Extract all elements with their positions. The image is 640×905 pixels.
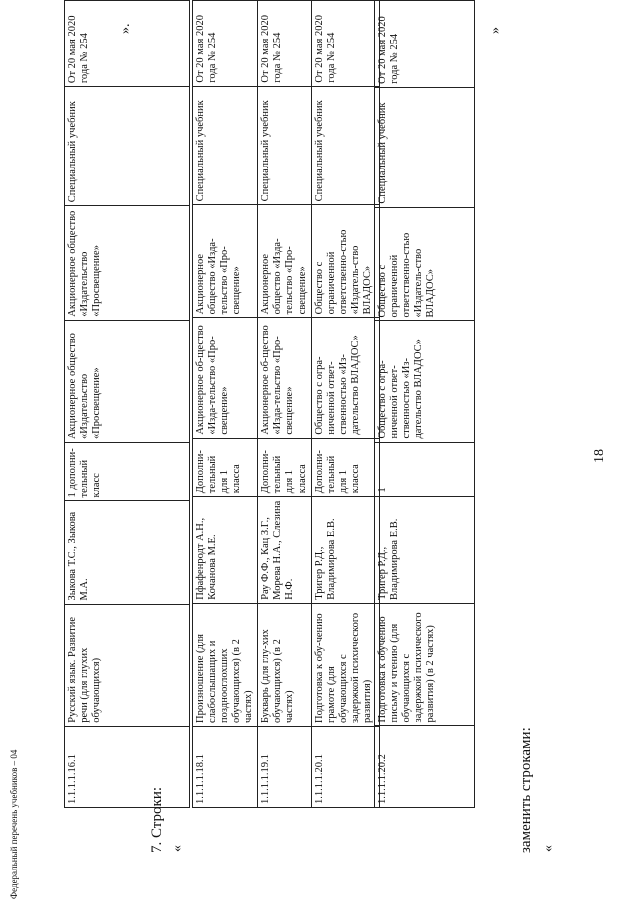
opening-quote: « <box>170 845 185 852</box>
cell-code: 1.1.1.1.20.2 <box>375 726 475 808</box>
cell-title: Подготовка к обу-чению грамоте (для обучающихся с задержкой психического развития) <box>311 603 379 726</box>
cell-publisher: Акционерное об-щество «Изда-тельство «Про-свещение» <box>258 318 311 438</box>
table-row <box>375 1 475 808</box>
cell-title: Подготовка к обучению письму и чтению (для обучающихся с задержкой психического развития) (в 2 частях) <box>375 604 475 726</box>
cell-date: От 20 мая 2020 года № 254 <box>375 1 475 88</box>
table-row <box>193 1 258 808</box>
cell-code: 1.1.1.1.16.1 <box>65 726 190 807</box>
cell-publisher: Общество с огра-ниченной ответ-ственностью «Из-дательство ВЛАДОС» <box>311 318 379 438</box>
cell-title: Русский язык. Развитие речи (для глухих обучающихся) <box>65 604 190 726</box>
page-footer: Федеральный перечень учебников – 04 <box>9 749 19 899</box>
replace-label: заменить строками: <box>518 727 534 853</box>
cell-rights: Общество с ограниченной ответственно-стью «Издатель-ство ВЛАДОС» <box>375 207 475 321</box>
cell-authors: Рау Ф.Ф., Кац З.Г., Морева Н.А., Слезина Н.Ф. <box>258 497 311 604</box>
table-lines-to-replace <box>192 0 380 808</box>
table-row <box>258 1 311 808</box>
cell-code: 1.1.1.1.20.1 <box>311 726 379 807</box>
table-previous-row <box>64 0 190 808</box>
cell-code: 1.1.1.1.19.1 <box>258 726 311 807</box>
cell-type: Специальный учебник <box>375 87 475 207</box>
cell-date: От 20 мая 2020 года № 254 <box>65 1 190 87</box>
cell-authors: Тригер Р.Д., Владимирова Е.В. <box>311 497 379 604</box>
cell-grade: Дополни-тельный для 1 класса <box>311 438 379 497</box>
page-number: 18 <box>592 449 607 463</box>
cell-publisher: Общество с огра-ниченной ответ-ственностью «Из-дательство ВЛАДОС» <box>375 321 475 442</box>
cell-rights: Акционерное общество «Изда-тельство «Про-свещение» <box>193 205 258 318</box>
cell-grade: Дополни-тельный для 1 класса <box>193 438 258 497</box>
cell-rights: Акционерное общество «Издательство «Просвещение» <box>65 206 190 320</box>
cell-title: Букварь (для глу-хих обучающихся) (в 2 частях) <box>258 603 311 726</box>
cell-rights: Общество с ограниченной ответственно-стью «Издатель-ство ВЛАДОС» <box>311 205 379 318</box>
cell-date: От 20 мая 2020 года № 254 <box>311 1 379 87</box>
cell-publisher: Акционерное общество «Издательство «Просвещение» <box>65 320 190 442</box>
cell-type: Специальный учебник <box>311 86 379 205</box>
table-row <box>65 1 190 808</box>
table-row <box>311 1 379 808</box>
cell-authors: Тригер Р.Д., Владимирова Е.В. <box>375 496 475 603</box>
cell-authors: Пфафенродт А.Н., Кочанова М.Е. <box>193 497 258 604</box>
opening-quote-2: « <box>541 845 556 852</box>
cell-type: Специальный учебник <box>65 87 190 206</box>
cell-publisher: Акционерное об-щество «Изда-тельство «Про-свещение» <box>193 318 258 438</box>
cell-type: Специальный учебник <box>193 86 258 205</box>
cell-grade: 1 <box>375 442 475 496</box>
section-title: 7. Строки: <box>149 786 165 853</box>
cell-type: Специальный учебник <box>258 86 311 205</box>
closing-quote: ». <box>118 23 133 34</box>
table-replacement-rows <box>374 0 475 808</box>
cell-date: От 20 мая 2020 года № 254 <box>193 1 258 87</box>
closing-quote-2: » <box>488 27 503 34</box>
cell-grade: Дополни-тельный для 1 класса <box>258 438 311 497</box>
cell-title: Произношение (для слабослышащих и позднооглохших обучающихся) (в 2 частях) <box>193 603 258 726</box>
cell-date: От 20 мая 2020 года № 254 <box>258 1 311 87</box>
cell-code: 1.1.1.1.18.1 <box>193 726 258 807</box>
cell-authors: Зыкова Т.С., Зыкова М.А. <box>65 501 190 604</box>
cell-grade: 1 дополни-тельный класс <box>65 443 190 501</box>
cell-rights: Акционерное общество «Изда-тельство «Про-свещение» <box>258 205 311 318</box>
